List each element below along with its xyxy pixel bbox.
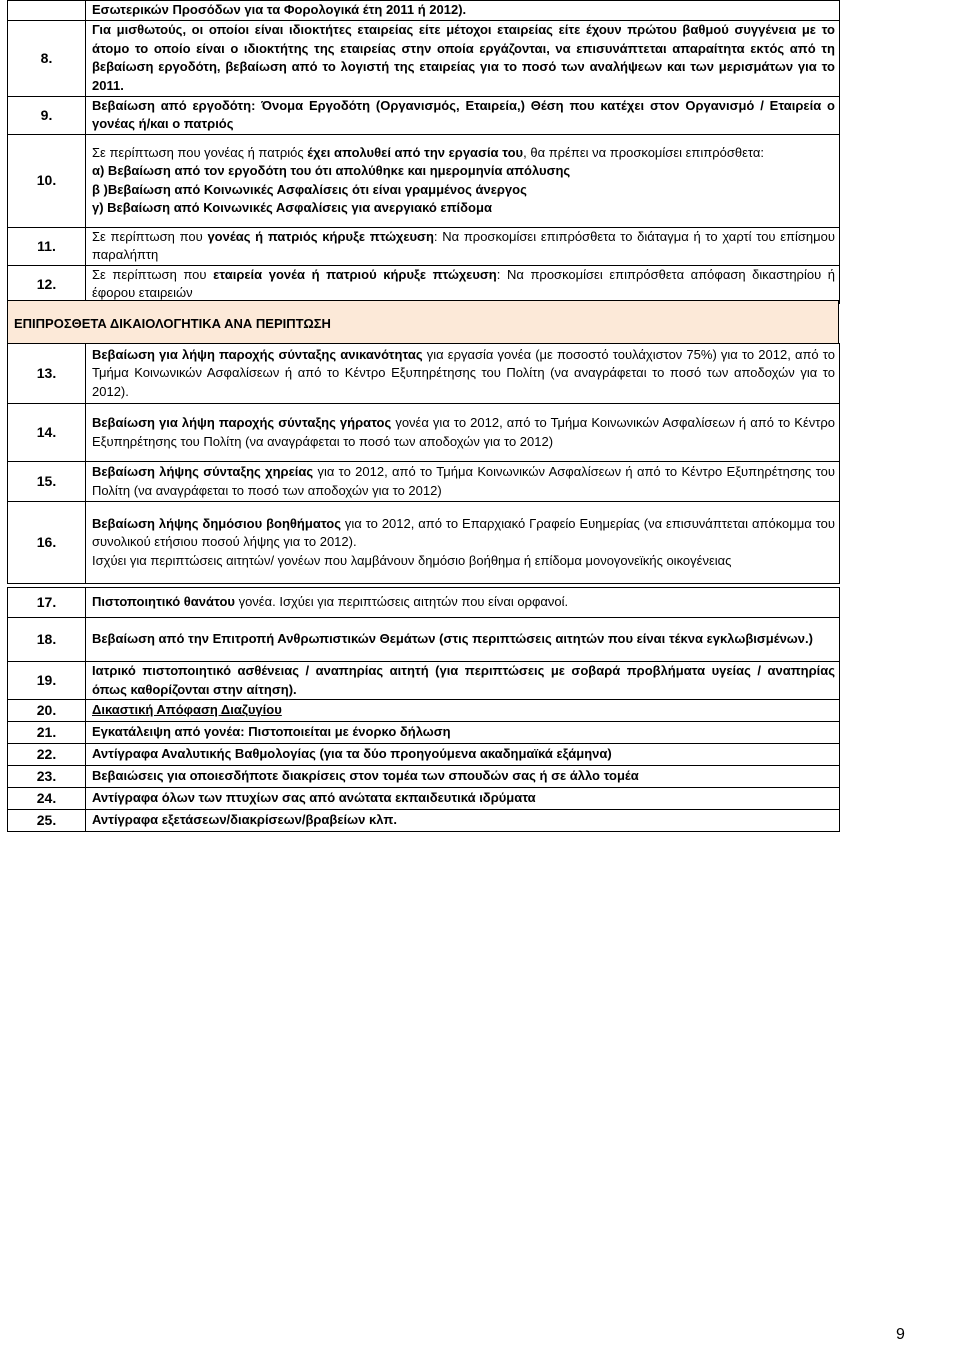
table-row: [8, 700, 840, 722]
row-text: Σε περίπτωση που γονέας ή πατριός κήρυξε πτώχευση: Να προσκομίσει επιπρόσθετα το διάταγμα ή το χαρτί του επίσημου παραλήπτη: [86, 227, 840, 265]
row-text: Βεβαίωση για λήψη παροχής σύνταξης ανικανότητας για εργασία γονέα (με ποσοστό τουλάχιστον 75%) για το 2012, από το Τμήμα Κοινωνικών Ασφαλίσεων ή από το Κέντρο Εξυπηρέτησης του Πολίτη (να αναγράφεται το ποσό των αποδοχών για το 2012).: [86, 344, 840, 404]
additional-documents-table: [7, 343, 840, 584]
row-number: 11.: [8, 227, 86, 265]
table-row: [8, 344, 840, 404]
table-row: [8, 96, 840, 134]
row-text: Βεβαίωση για λήψη παροχής σύνταξης γήρατος γονέα για το 2012, από το Τμήμα Κοινωνικών Ασφαλίσεων ή από το Κέντρο Εξυπηρέτησης του Πολίτη (να αναγράφεται το ποσό των αποδοχών για το 2012): [86, 404, 840, 462]
table-row: [8, 744, 840, 766]
row-text: Ιατρικό πιστοποιητικό ασθένειας / αναπηρίας αιτητή (για περιπτώσεις με σοβαρά προβλήματα υγείας / αναπηρίας όπως καθορίζονται στην αίτηση).: [86, 662, 840, 700]
row-number: 21.: [8, 722, 86, 744]
row-number: 13.: [8, 344, 86, 404]
sub-item-b: β )Βεβαίωση από Κοινωνικές Ασφαλίσεις ότι είναι γραμμένος άνεργος: [92, 181, 527, 197]
row-text: Αντίγραφα όλων των πτυχίων σας από ανώτατα εκπαιδευτικά ιδρύματα: [86, 788, 840, 810]
row-text: Βεβαίωση από εργοδότη: Όνομα Εργοδότη (Οργανισμός, Εταιρεία,) Θέση που κατέχει στον Οργανισμό / Εταιρεία ο γονέας ή/και ο πατριός: [86, 96, 840, 134]
row-number: [8, 1, 86, 21]
table-row: [8, 20, 840, 96]
table-row: [8, 722, 840, 744]
row-number: 20.: [8, 700, 86, 722]
row-number: 23.: [8, 766, 86, 788]
table-row: [8, 618, 840, 662]
row-number: 17.: [8, 588, 86, 618]
table-row: [8, 662, 840, 700]
table-row: [8, 462, 840, 502]
table-row: [8, 1, 840, 21]
row-text: Αντίγραφα Αναλυτικής Βαθμολογίας (για τα δύο προηγούμενα ακαδημαϊκά εξάμηνα): [86, 744, 840, 766]
table-row: [8, 788, 840, 810]
table-row: [8, 134, 840, 227]
row-text: Δικαστική Απόφαση Διαζυγίου: [86, 700, 840, 722]
row-text: Εγκατάλειψη από γονέα: Πιστοποιείται με ένορκο δήλωση: [86, 722, 840, 744]
table-row: [8, 404, 840, 462]
row-number: 8.: [8, 20, 86, 96]
row-text: Αντίγραφα εξετάσεων/διακρίσεων/βραβείων κλπ.: [86, 810, 840, 832]
row-number: 9.: [8, 96, 86, 134]
row-text: Βεβαίωση λήψης δημόσιου βοηθήματος για το 2012, από το Επαρχιακό Γραφείο Ευημερίας (να επισυνάπτεται απόκομμα του συνολικού ετήσιου ποσού λήψης για το 2012). Ισχύει για περιπτώσεις αιτητών/ γονέων που λαμβάνουν δημόσιο βοήθημα ή επίδομα μονογονεϊκής οικογένειας: [86, 502, 840, 584]
table-row: [8, 810, 840, 832]
row-number: 18.: [8, 618, 86, 662]
table-row: [8, 227, 840, 265]
sub-item-c: γ) Βεβαίωση από Κοινωνικές Ασφαλίσεις για ανεργιακό επίδομα: [92, 200, 492, 215]
row-number: 12.: [8, 265, 86, 303]
row-text: Βεβαιώσεις για οποιεσδήποτε διακρίσεις στον τομέα των σπουδών σας ή σε άλλο τομέα: [86, 766, 840, 788]
other-documents-table: [7, 587, 840, 832]
row-text: Βεβαίωση από την Επιτροπή Ανθρωπιστικών Θεμάτων (στις περιπτώσεις αιτητών που είναι τέκνα εγκλωβισμένων.): [86, 618, 840, 662]
sub-item-a: α) Βεβαίωση από τον εργοδότη του ότι απολύθηκε και ημερομηνία απόλυσης: [92, 163, 571, 178]
table-row: [8, 265, 840, 303]
section-heading: ΕΠΙΠΡΟΣΘΕΤΑ ΔΙΚΑΙΟΛΟΓΗΤΙΚΑ ΑΝΑ ΠΕΡΙΠΤΩΣΗ: [7, 300, 839, 344]
row-number: 16.: [8, 502, 86, 584]
row-text: Για μισθωτούς, οι οποίοι είναι ιδιοκτήτες εταιρείας είτε μέτοχοι εταιρείας είτε έχουν πρώτου βαθμού συγγένεια με το άτομο το οποίο είναι ο ιδιοκτήτης της εταιρείας στην οποία εργάζονται, να επισυνάπτεται απαραίτητα εκτός από τη βεβαίωση εργοδότη, βεβαίωση από το λογιστή της εταιρείας για το ποσό των αναλήψεων και των μερισμάτων για το 2011.: [86, 20, 840, 96]
requirements-table-main: [7, 0, 840, 304]
table-row: [8, 766, 840, 788]
row-text: Σε περίπτωση που εταιρεία γονέα ή πατριού κήρυξε πτώχευση: Να προσκομίσει επιπρόσθετα απόφαση δικαστηρίου ή έφορου εταιρειών: [86, 265, 840, 303]
row-text: Βεβαίωση λήψης σύνταξης χηρείας για το 2012, από το Τμήμα Κοινωνικών Ασφαλίσεων ή από το Κέντρο Εξυπηρέτησης του Πολίτη (να αναγράφεται το ποσό των αποδοχών για το 2012): [86, 462, 840, 502]
row-text: Σε περίπτωση που γονέας ή πατριός έχει απολυθεί από την εργασία του, θα πρέπει να προσκομίσει επιπρόσθετα: α) Βεβαίωση από τον εργοδότη του ότι απολύθηκε και ημερομηνία απόλυσης β )Βεβαίωση από Κοινωνικές Ασφαλίσεις ότι είναι γραμμένος άνεργος γ) Βεβαίωση από Κοινωνικές Ασφαλίσεις για ανεργιακό επίδομα: [86, 134, 840, 227]
row-text: Πιστοποιητικό θανάτου γονέα. Ισχύει για περιπτώσεις αιτητών που είναι ορφανοί.: [86, 588, 840, 618]
row-number: 19.: [8, 662, 86, 700]
page-number: 9: [896, 1326, 905, 1343]
row-number: 22.: [8, 744, 86, 766]
row-number: 25.: [8, 810, 86, 832]
row-number: 14.: [8, 404, 86, 462]
continuation-line: Εσωτερικών Προσόδων για τα Φορολογικά έτη 2011 ή 2012).: [86, 1, 840, 21]
table-row: [8, 588, 840, 618]
row-number: 24.: [8, 788, 86, 810]
row-number: 10.: [8, 134, 86, 227]
row-number: 15.: [8, 462, 86, 502]
table-row: [8, 502, 840, 584]
